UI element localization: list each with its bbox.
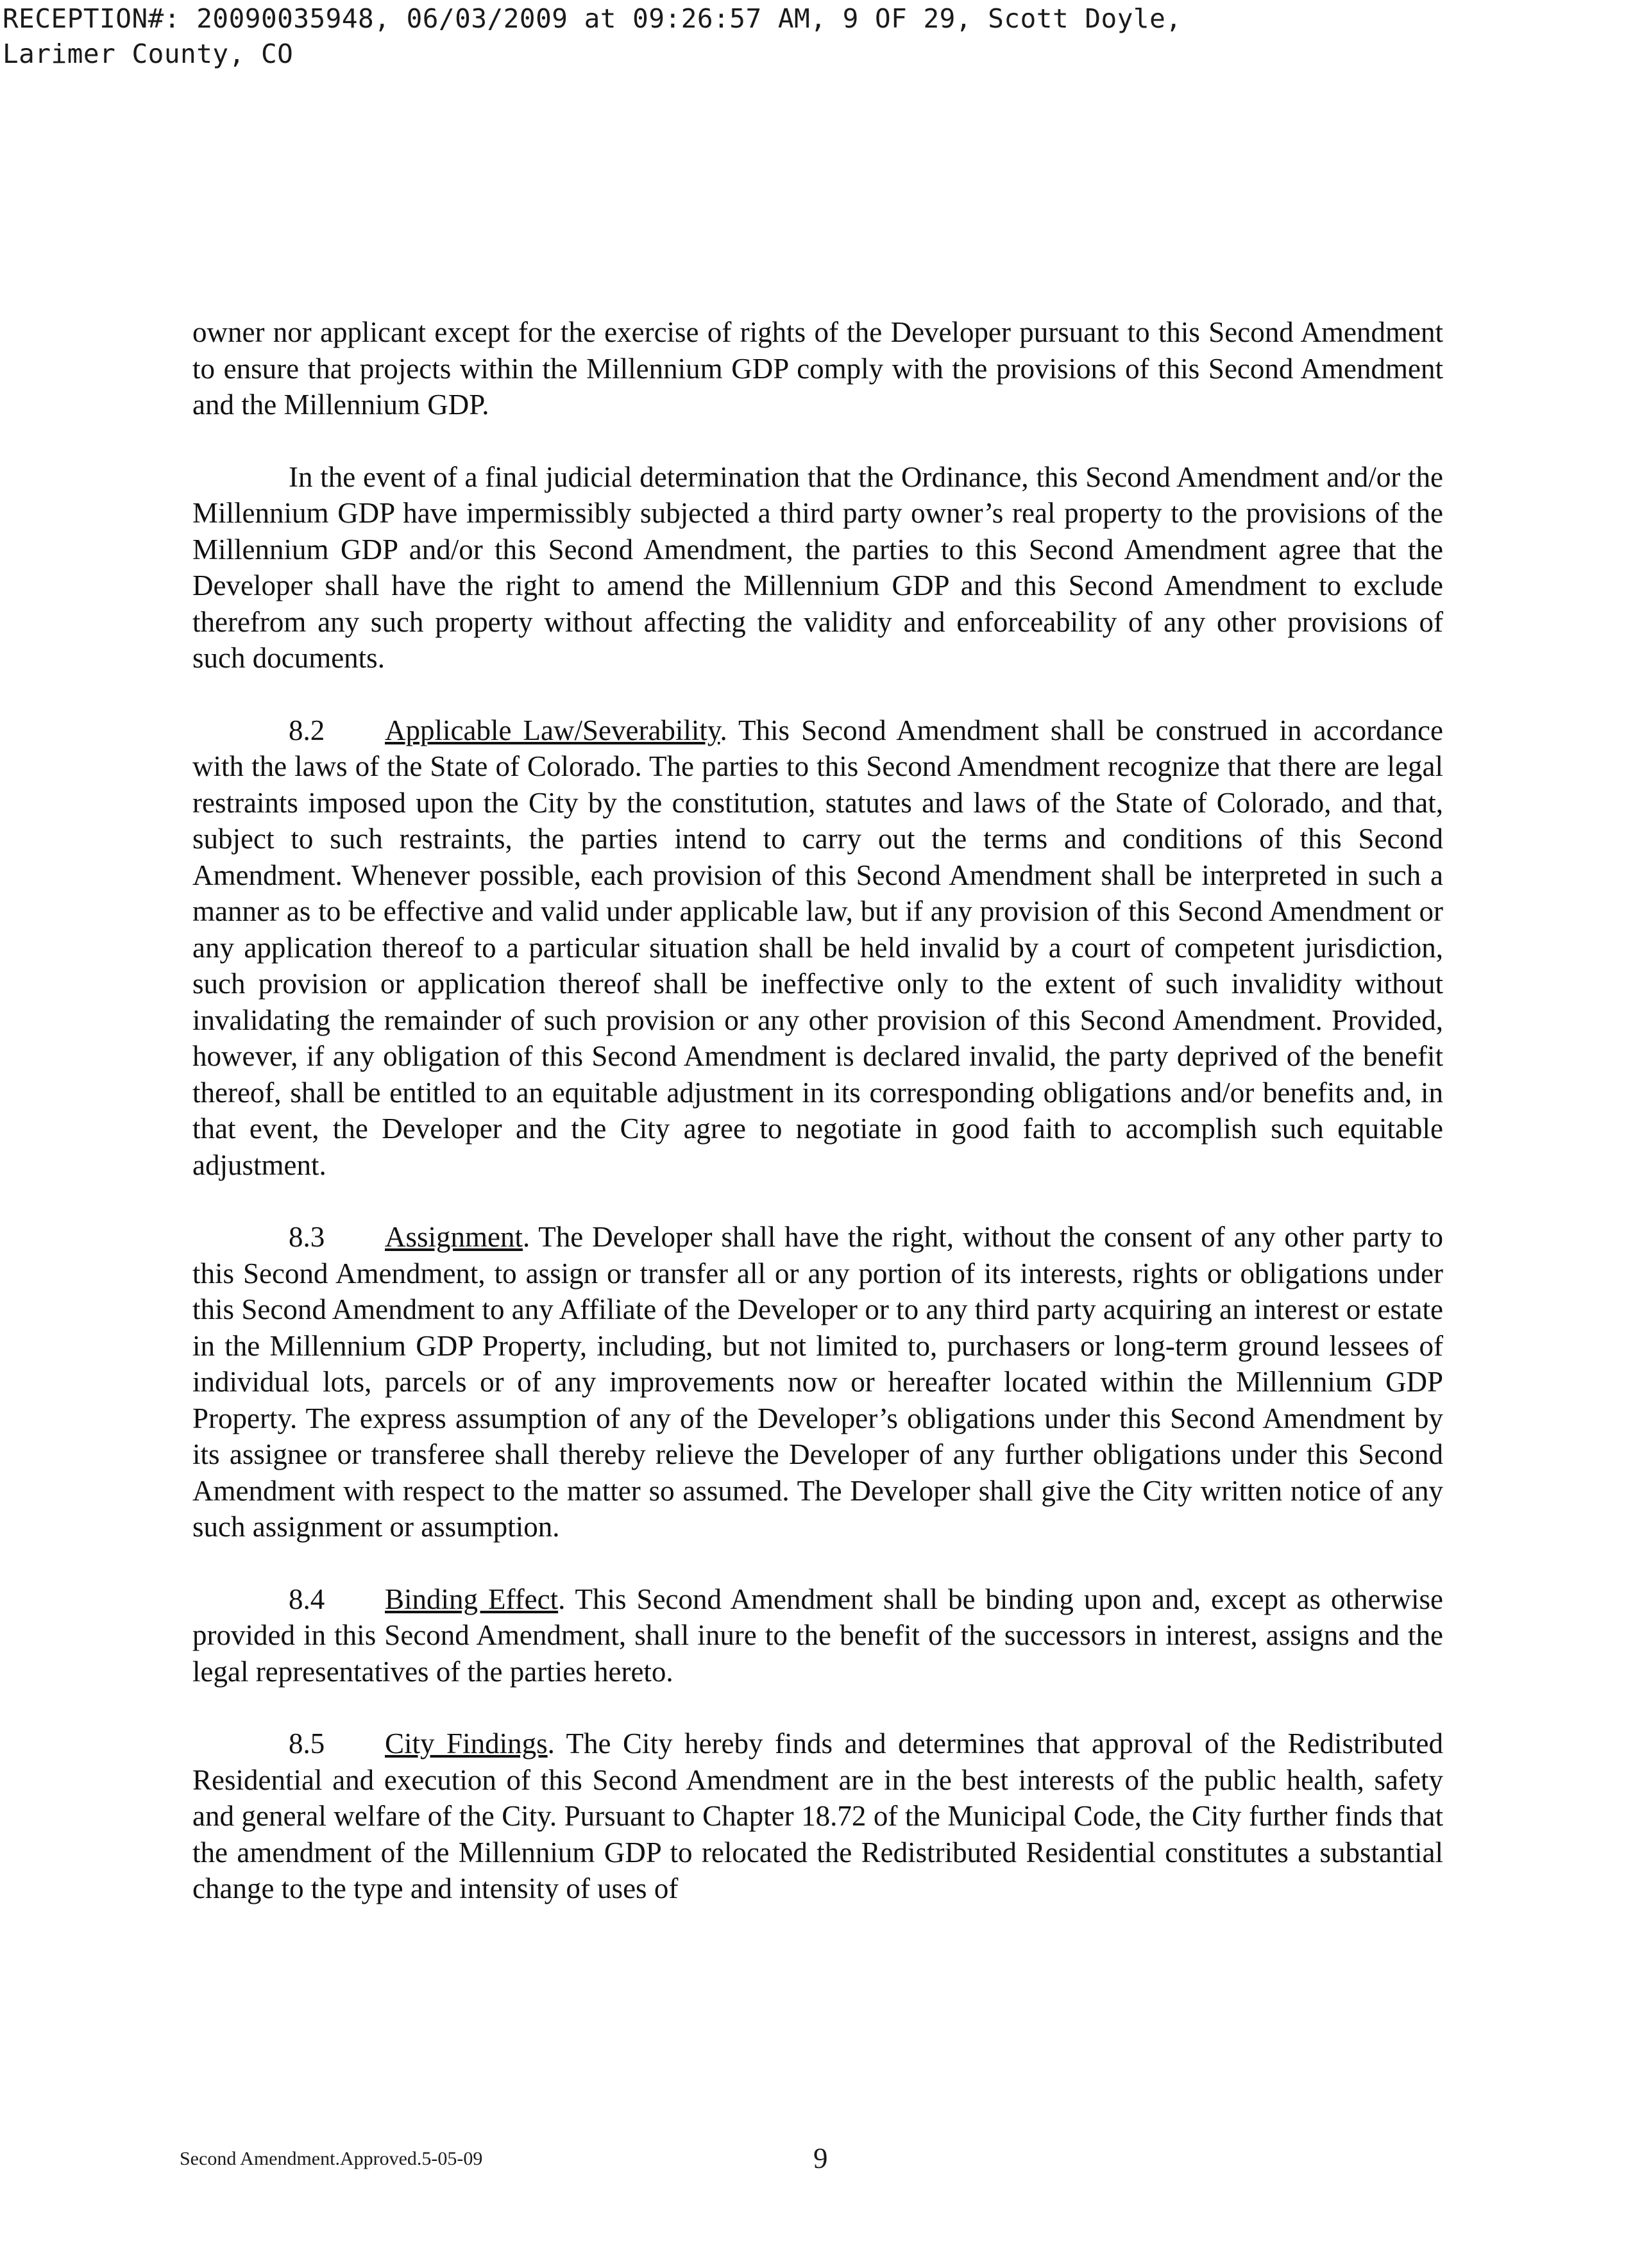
section-number: 8.2 [289, 714, 325, 746]
section-title: Applicable Law/Severability [385, 714, 720, 746]
section-number: 8.5 [289, 1727, 325, 1760]
section-number: 8.4 [289, 1583, 325, 1615]
recording-stamp-line1: RECEPTION#: 20090035948, 06/03/2009 at 09:26:57 AM, 9 OF 29, Scott Doyle, [3, 3, 1182, 34]
recording-stamp-line2: Larimer County, CO [3, 38, 294, 69]
section-title: City Findings [385, 1727, 548, 1760]
section-number: 8.3 [289, 1221, 325, 1253]
footer-document-name: Second Amendment.Approved.5-05-09 [180, 2148, 483, 2169]
continuation-paragraph: owner nor applicant except for the exercise of rights of the Developer pursuant to this Second Amendment to ensure that projects within the Millennium GDP comply with the provisions of this Second Amendment and the Millennium GDP. [192, 316, 1443, 421]
section-8-2 [192, 712, 1443, 1184]
section-text: . The Developer shall have the right, without the consent of any other party to this Second Amendment, to assign or transfer all or any portion of its interests, rights or obligations under this Second Amendment to any Affiliate of the Developer or to any third party acquiring an interest or estate in the Millennium GDP Property, including, but not limited to, purchasers or long-term ground lessees of individual lots, parcels or of any improvements now or hereafter located within the Millennium GDP Property. The express assumption of any of the Developer’s obligations under this Second Amendment by its assignee or transferee shall thereby relieve the Developer of any further obligations under this Second Amendment with respect to the matter so assumed. The Developer shall give the City written notice of any such assignment or assumption. [192, 1221, 1443, 1543]
section-title: Binding Effect [385, 1583, 559, 1615]
section-8-4 [192, 1581, 1443, 1690]
section-text: . This Second Amendment shall be construed in accordance with the laws of the State of Colorado. The parties to this Second Amendment recognize that there are legal restraints imposed upon the City by the constitution, statutes and laws of the State of Colorado, and that, subject to such restraints, the parties intend to carry out the terms and conditions of this Second Amendment. Whenever possible, each provision of this Second Amendment shall be interpreted in such a manner as to be effective and valid under applicable law, but if any provision of this Second Amendment or any application thereof to a particular situation shall be held invalid by a court of competent jurisdiction, such provision or application thereof shall be ineffective only to the extent of such invalidity without invalidating the remainder of such provision or any other provision of this Second Amendment. Provided, however, if any obligation of this Second Amendment is declared invalid, the party deprived of the benefit thereof, shall be entitled to an equitable adjustment in its corresponding obligations and/or benefits and, in that event, the Developer and the City agree to negotiate in good faith to accomplish such equitable adjustment. [192, 714, 1443, 1181]
footer-page-number: 9 [813, 2142, 828, 2174]
section-8-5 [192, 1726, 1443, 1907]
document-body [192, 314, 1443, 1943]
section-title: Assignment [385, 1221, 523, 1253]
recording-stamp [3, 1, 1181, 72]
section-text: . This Second Amendment shall be binding upon and, except as otherwise provided in this Second Amendment, shall inure to the benefit of the successors in interest, assigns and the legal representatives of the parties hereto. [192, 1583, 1443, 1688]
section-text: . The City hereby finds and determines that approval of the Redistributed Residential and execution of this Second Amendment are in the best interests of the public health, safety and general welfare of the City. Pursuant to Chapter 18.72 of the Municipal Code, the City further finds that the amendment of the Millennium GDP to relocated the Redistributed Residential constitutes a substantial change to the type and intensity of uses of [192, 1727, 1443, 1904]
section-8-3 [192, 1219, 1443, 1545]
judicial-determination-paragraph: In the event of a final judicial determination that the Ordinance, this Second Amendment and/or the Millennium GDP have impermissibly subjected a third party owner’s real property to the provisions of the Millennium GDP and/or this Second Amendment, the parties to this Second Amendment agree that the Developer shall have the right to amend the Millennium GDP and this Second Amendment to exclude therefrom any such property without affecting the validity and enforceability of any other provisions of such documents. [192, 460, 1443, 674]
